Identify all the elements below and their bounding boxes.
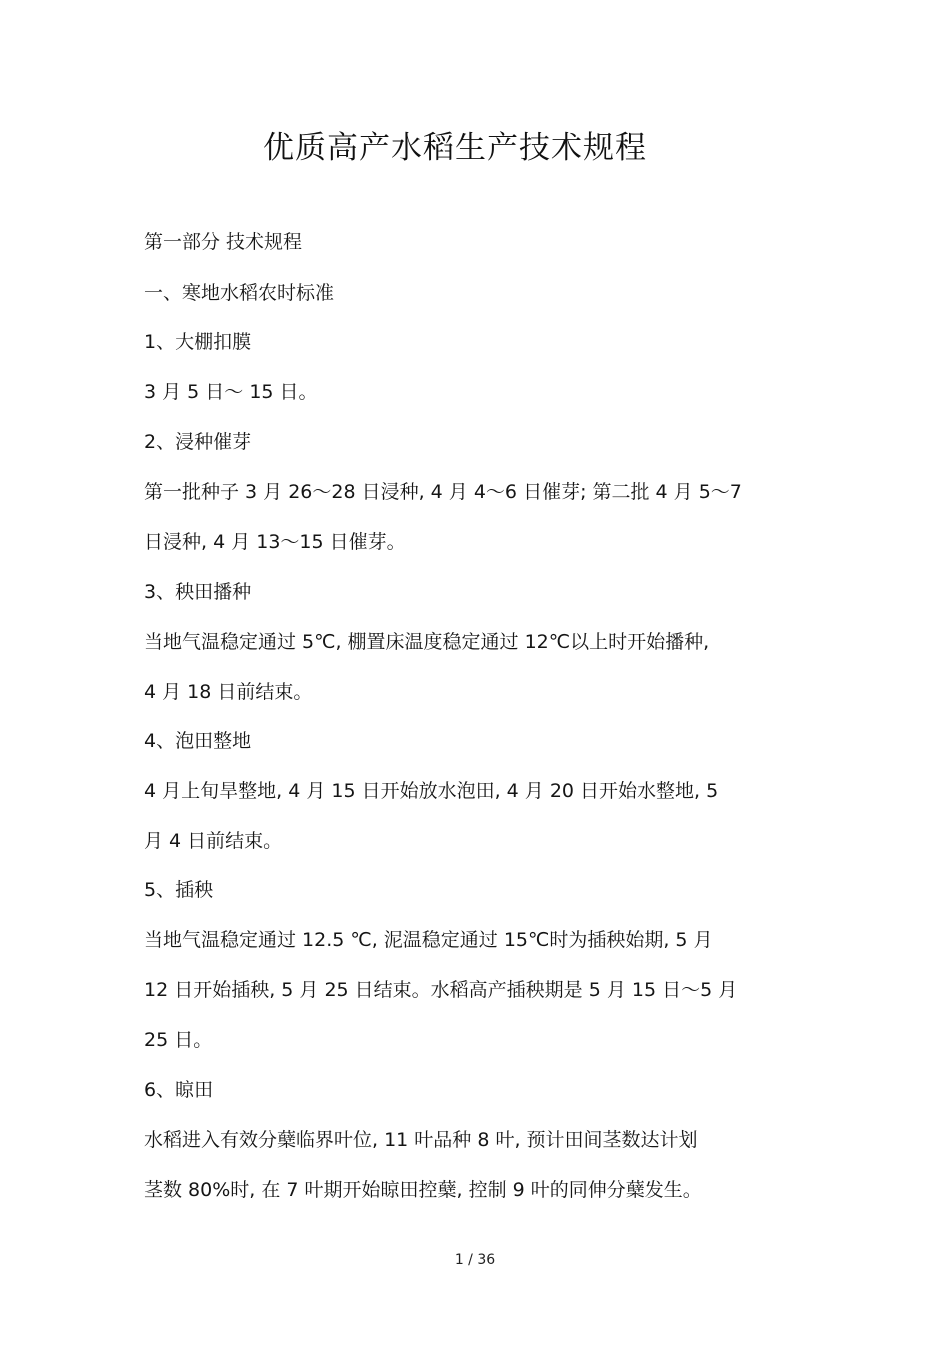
paragraph-line: 25 日。 <box>144 1029 213 1051</box>
item-heading: 2、浸种催芽 <box>144 431 252 453</box>
paragraph-line: 3 月 5 日～ 15 日。 <box>144 381 318 403</box>
subsection-heading: 一、寒地水稻农时标准 <box>144 282 335 304</box>
item-heading: 1、大棚扣膜 <box>144 331 252 353</box>
item-heading: 3、秧田播种 <box>144 581 252 603</box>
item-heading: 4、泡田整地 <box>144 730 252 752</box>
paragraph-line: 日浸种, 4 月 13～15 日催芽。 <box>144 531 406 553</box>
item-heading: 5、插秧 <box>144 879 214 901</box>
paragraph-line: 水稻进入有效分蘖临界叶位, 11 叶品种 8 叶, 预计田间茎数达计划 <box>144 1129 698 1151</box>
paragraph-line: 当地气温稳定通过 12.5 ℃, 泥温稳定通过 15℃时为插秧始期, 5 月 <box>144 929 713 951</box>
document-title: 优质高产水稻生产技术规程 <box>263 130 647 166</box>
paragraph-line: 月 4 日前结束。 <box>144 830 283 852</box>
paragraph-line: 当地气温稳定通过 5℃, 棚置床温度稳定通过 12℃以上时开始播种, <box>144 631 710 653</box>
item-heading: 6、晾田 <box>144 1079 214 1101</box>
paragraph-line: 12 日开始插秧, 5 月 25 日结束。水稻高产插秧期是 5 月 15 日～5 月 <box>144 979 738 1001</box>
paragraph-line: 4 月上旬旱整地, 4 月 15 日开始放水泡田, 4 月 20 日开始水整地, 5 <box>144 780 719 802</box>
section-heading: 第一部分 技术规程 <box>144 231 303 253</box>
page-number: 1 / 36 <box>454 1252 496 1268</box>
paragraph-line: 茎数 80%时, 在 7 叶期开始晾田控蘖, 控制 9 叶的同伸分蘖发生。 <box>144 1179 702 1201</box>
paragraph-line: 第一批种子 3 月 26～28 日浸种, 4 月 4～6 日催芽; 第二批 4 月 5～7 <box>144 481 742 503</box>
paragraph-line: 4 月 18 日前结束。 <box>144 681 313 703</box>
